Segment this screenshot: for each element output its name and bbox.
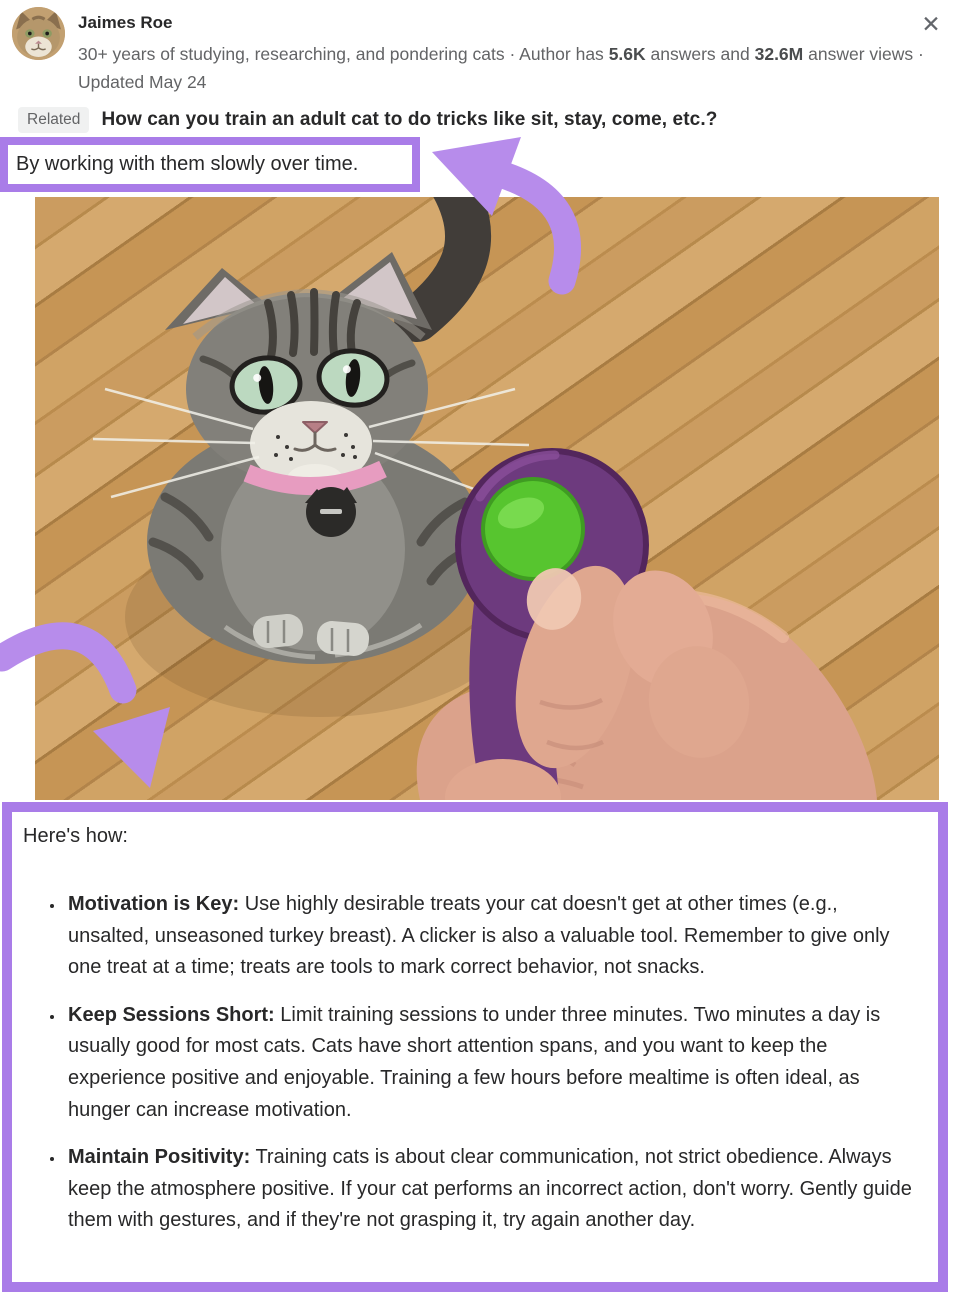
bullet-positivity: • Maintain Positivity: Training cats is about clear communication, not strict obedience. Always keep the atmosphere positive. If your cat performs an incorrect action, don't worry. Gently guide them with gestures, and if they're not grasping it, try again another day. — [65, 1142, 918, 1237]
avatar[interactable] — [12, 7, 65, 60]
heres-how-text: Here's how: — [23, 825, 128, 847]
credential-text: 30+ years of studying, researching, and pondering cats · Author has — [78, 44, 609, 64]
cat-clicker-photo[interactable] — [35, 197, 939, 800]
question-title[interactable]: How can you train an adult cat to do tricks like sit, stay, come, etc.? — [101, 109, 718, 130]
bullet-sessions: • Keep Sessions Short: Limit training sessions to under three minutes. Two minutes a day is usually good for most cats. Cats have short attention spans, and you want to keep the experience positive and enjoyable. Training a few hours before mealtime is often ideal, as hunger can increase motivation. — [65, 1000, 918, 1126]
question-row — [18, 107, 948, 133]
views-count: 32.6M — [754, 44, 804, 64]
close-icon[interactable]: ✕ — [914, 8, 948, 42]
bullet-motivation: • Motivation is Key: Use highly desirable treats your cat doesn't get at other times (e.g., unsalted, unseasoned turkey breast). A clicker is also a valuable tool. Remember to give only one treat at a time; treats are tools to mark correct behavior, not snacks. — [65, 889, 918, 984]
avatar-cat-face — [12, 7, 65, 60]
cat-clicker-illustration — [35, 197, 939, 800]
answers-count: 5.6K — [608, 44, 646, 64]
howto-bullet-list — [18, 889, 918, 1237]
howto-annotation-box — [2, 802, 948, 1292]
author-name[interactable]: Jaimes Roe — [78, 13, 173, 32]
related-badge: Related — [18, 107, 89, 133]
answer-intro-text: By working with them slowly over time. — [16, 153, 359, 175]
answer-intro-annotation-box — [0, 137, 420, 192]
author-credential: 30+ years of studying, researching, and pondering cats · Author has 5.6K answers and 32.6M answer views · Updated May 24 — [78, 44, 924, 92]
